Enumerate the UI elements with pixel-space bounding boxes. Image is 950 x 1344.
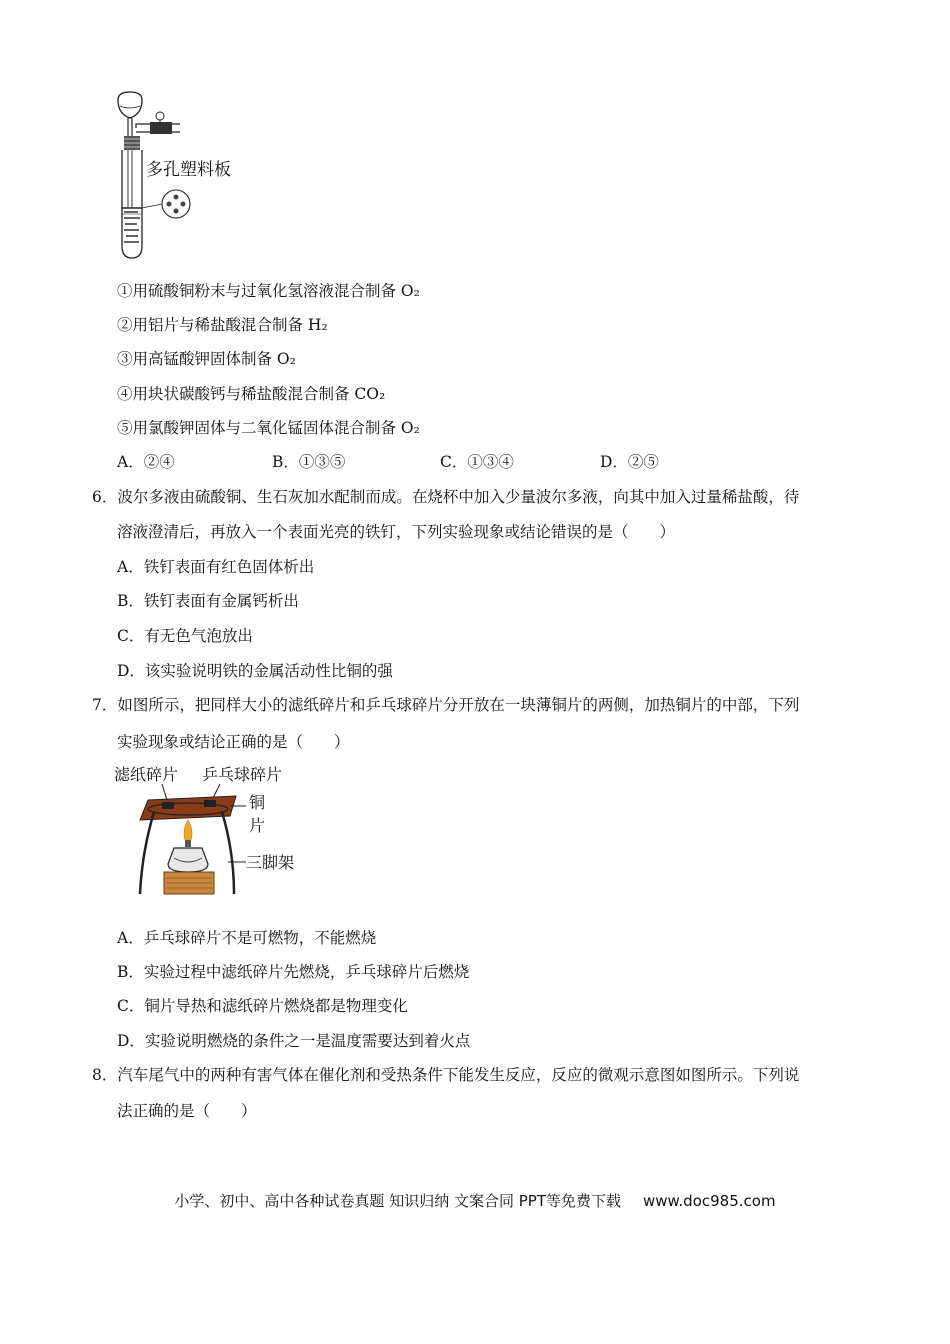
- q5-item-5: ⑤用氯酸钾固体与二氧化锰固体混合制备 O₂: [117, 419, 420, 437]
- q6-option-c[interactable]: C．有无色气泡放出: [117, 627, 253, 645]
- q5-item-2: ②用铝片与稀盐酸混合制备 H₂: [117, 316, 328, 334]
- q7-stem-line1: 7．如图所示，把同样大小的滤纸碎片和乒乓球碎片分开放在一块薄铜片的两侧，加热铜片的中部，下列: [92, 696, 800, 714]
- q5-item-1: ①用硫酸铜粉末与过氧化氢溶液混合制备 O₂: [117, 282, 420, 300]
- q6-stem-line2: 溶液澄清后，再放入一个表面光亮的铁钉，下列实验现象或结论错误的是（ ）: [117, 523, 676, 541]
- pingpong-label: 乒乓球碎片: [202, 765, 283, 784]
- filter-paper-label: 滤纸碎片: [114, 765, 179, 784]
- q5-item-3: ③用高锰酸钾固体制备 O₂: [117, 350, 296, 368]
- q7-stem-line2: 实验现象或结论正确的是（ ）: [117, 733, 350, 751]
- q5-option-d[interactable]: D．②⑤: [600, 453, 659, 471]
- q5-option-b[interactable]: B．①③⑤: [272, 453, 346, 471]
- footer-url[interactable]: www.doc985.com: [642, 1192, 776, 1210]
- q6-stem-line1: 6．波尔多液由硫酸铜、生石灰加水配制而成。在烧杯中加入少量波尔多液，向其中加入过量稀盐酸，待: [92, 488, 800, 506]
- q5-option-c[interactable]: C．①③④: [440, 453, 514, 471]
- q7-option-c[interactable]: C．铜片导热和滤纸碎片燃烧都是物理变化: [117, 997, 408, 1015]
- apparatus-figure: [110, 88, 250, 263]
- footer-text: 小学、初中、高中各种试卷真题 知识归纳 文案合同 PPT等免费下载: [174, 1192, 621, 1210]
- q6-option-d[interactable]: D．该实验说明铁的金属活动性比铜的强: [117, 662, 393, 680]
- q8-stem-line2: 法正确的是（ ）: [117, 1102, 257, 1120]
- q6-option-b[interactable]: B．铁钉表面有金属钙析出: [117, 592, 299, 610]
- q6-option-a[interactable]: A．铁钉表面有红色固体析出: [117, 558, 315, 576]
- q7-option-d[interactable]: D．实验说明燃烧的条件之一是温度需要达到着火点: [117, 1032, 471, 1050]
- q5-item-4: ④用块状碳酸钙与稀盐酸混合制备 CO₂: [117, 385, 386, 403]
- q7-option-a[interactable]: A．乒乓球碎片不是可燃物，不能燃烧: [117, 929, 377, 947]
- copper-label-1: 铜: [249, 793, 266, 812]
- q5-option-a[interactable]: A．②④: [117, 453, 175, 471]
- copper-label-2: 片: [249, 816, 266, 835]
- tripod-label: 三脚架: [246, 853, 295, 872]
- q8-stem-line1: 8．汽车尾气中的两种有害气体在催化剂和受热条件下能发生反应，反应的微观示意图如图所示。下列说: [92, 1066, 800, 1084]
- plate-label: 多孔塑料板: [146, 160, 231, 180]
- page-footer: [0, 1190, 950, 1211]
- q7-option-b[interactable]: B．实验过程中滤纸碎片先燃烧，乒乓球碎片后燃烧: [117, 963, 470, 981]
- combustion-figure: [112, 762, 312, 897]
